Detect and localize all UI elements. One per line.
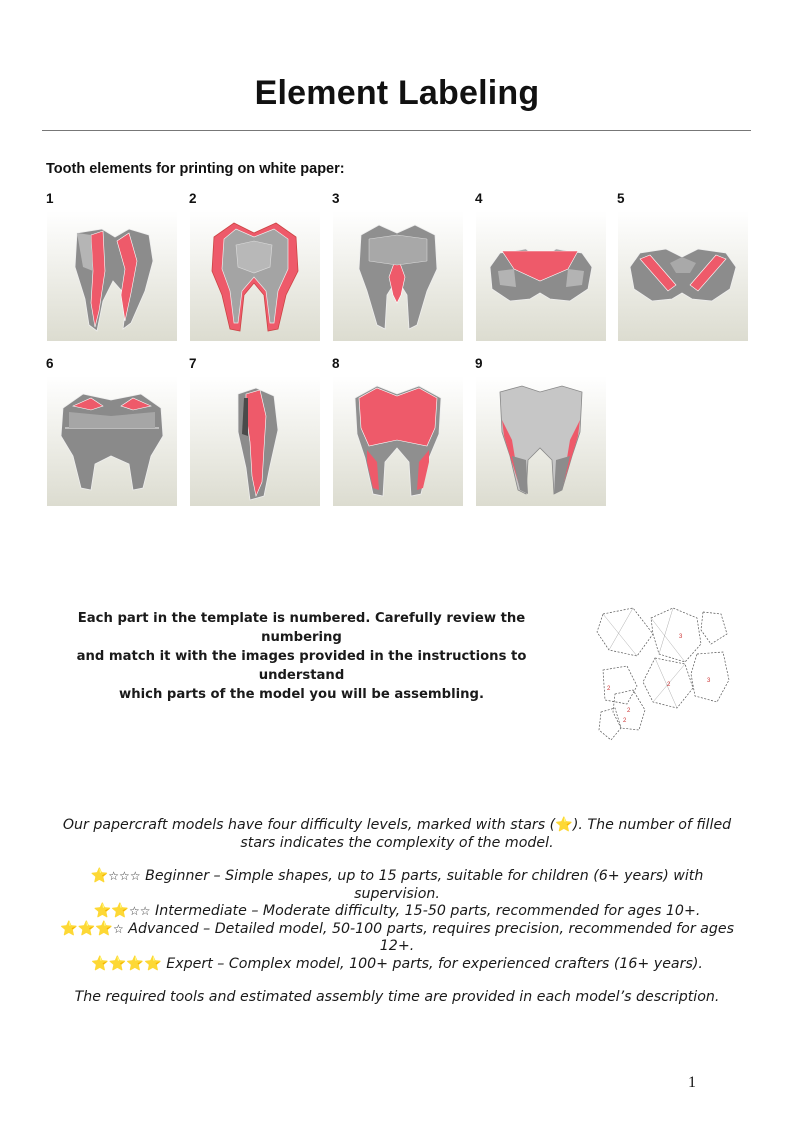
element-number: 4 — [475, 191, 483, 206]
template-label: 3 — [679, 634, 683, 640]
page-title: Element Labeling — [254, 74, 540, 112]
intro-text: stars indicates the complexity of the model. — [240, 834, 554, 851]
tooth-front-view-image — [190, 211, 320, 341]
template-label: 2 — [607, 686, 611, 692]
element-number: 5 — [617, 191, 625, 206]
difficulty-footer: The required tools and estimated assembly time are provided in each model’s description. — [74, 989, 720, 1005]
difficulty-intro — [40, 817, 754, 852]
section-heading: Tooth elements for printing on white paper: — [46, 161, 345, 177]
tooth-element-2 — [189, 191, 320, 341]
tooth-element-4 — [475, 191, 606, 341]
tooth-top-stripes-image — [618, 211, 748, 341]
element-number: 3 — [332, 191, 340, 206]
info-line-3: which parts of the model you will be assembling. — [119, 687, 484, 702]
tooth-back-sides-image — [476, 376, 606, 506]
level-description: Beginner – Simple shapes, up to 15 parts, suitable for children (6+ years) with — [145, 868, 704, 884]
difficulty-level-intermediate — [40, 903, 754, 921]
element-number: 9 — [475, 356, 483, 371]
tooth-element-7 — [189, 356, 320, 506]
element-number: 7 — [189, 356, 197, 371]
difficulty-level-advanced — [40, 921, 754, 956]
element-number: 8 — [332, 356, 340, 371]
tooth-top-angle-image — [47, 376, 177, 506]
tooth-element-1 — [46, 191, 177, 341]
info-line-2: and match it with the images provided in the instructions to understand — [76, 649, 527, 683]
empty-stars-icon: ☆☆ — [129, 904, 151, 918]
template-label: 2 — [667, 682, 671, 688]
tooth-element-3 — [332, 191, 463, 341]
tooth-element-9 — [475, 356, 606, 506]
tooth-top-view-image — [476, 211, 606, 341]
filled-stars-icon: ⭐⭐⭐⭐ — [91, 955, 162, 972]
template-label: 3 — [707, 678, 711, 684]
level-description: Advanced – Detailed model, 50-100 parts, requires precision, recommended for ages — [128, 920, 734, 937]
info-line-1: Each part in the template is numbered. Carefully review the numbering — [77, 611, 526, 645]
filled-stars-icon: ⭐⭐ — [93, 903, 129, 919]
empty-stars-icon: ☆ — [112, 921, 124, 936]
element-number: 6 — [46, 356, 54, 371]
intro-text: ). The number of filled — [572, 817, 732, 833]
tooth-element-5 — [617, 191, 748, 341]
element-number: 1 — [46, 191, 54, 206]
level-description: 12+. — [379, 938, 415, 954]
tooth-element-6 — [46, 356, 177, 506]
template-label: 2 — [627, 708, 631, 714]
difficulty-level-beginner — [40, 868, 754, 903]
level-description: supervision. — [354, 885, 440, 902]
numbered-template-thumbnail — [593, 604, 730, 744]
title-divider — [42, 130, 751, 131]
tooth-element-8 — [332, 356, 463, 506]
filled-stars-icon: ⭐ — [90, 868, 109, 884]
tooth-back-view-image — [333, 211, 463, 341]
tooth-crown-image — [333, 376, 463, 506]
tooth-profile-image — [190, 376, 320, 506]
empty-stars-icon: ☆☆☆ — [108, 869, 141, 883]
template-numbering-info — [44, 609, 559, 704]
intro-text: Our papercraft models have four difficulty levels, marked with stars ( — [62, 817, 556, 833]
star-icon: ⭐ — [555, 817, 573, 833]
element-number: 2 — [189, 191, 197, 206]
page-number: 1 — [688, 1074, 696, 1091]
difficulty-levels-section — [40, 817, 754, 1007]
filled-stars-icon: ⭐⭐⭐ — [59, 920, 113, 937]
template-label: 2 — [623, 718, 627, 724]
level-description: Intermediate – Moderate difficulty, 15-50 parts, recommended for ages 10+. — [155, 903, 701, 919]
difficulty-level-expert — [40, 956, 754, 974]
tooth-side-view-image — [47, 211, 177, 341]
level-description: Expert – Complex model, 100+ parts, for experienced crafters (16+ years). — [166, 955, 703, 972]
